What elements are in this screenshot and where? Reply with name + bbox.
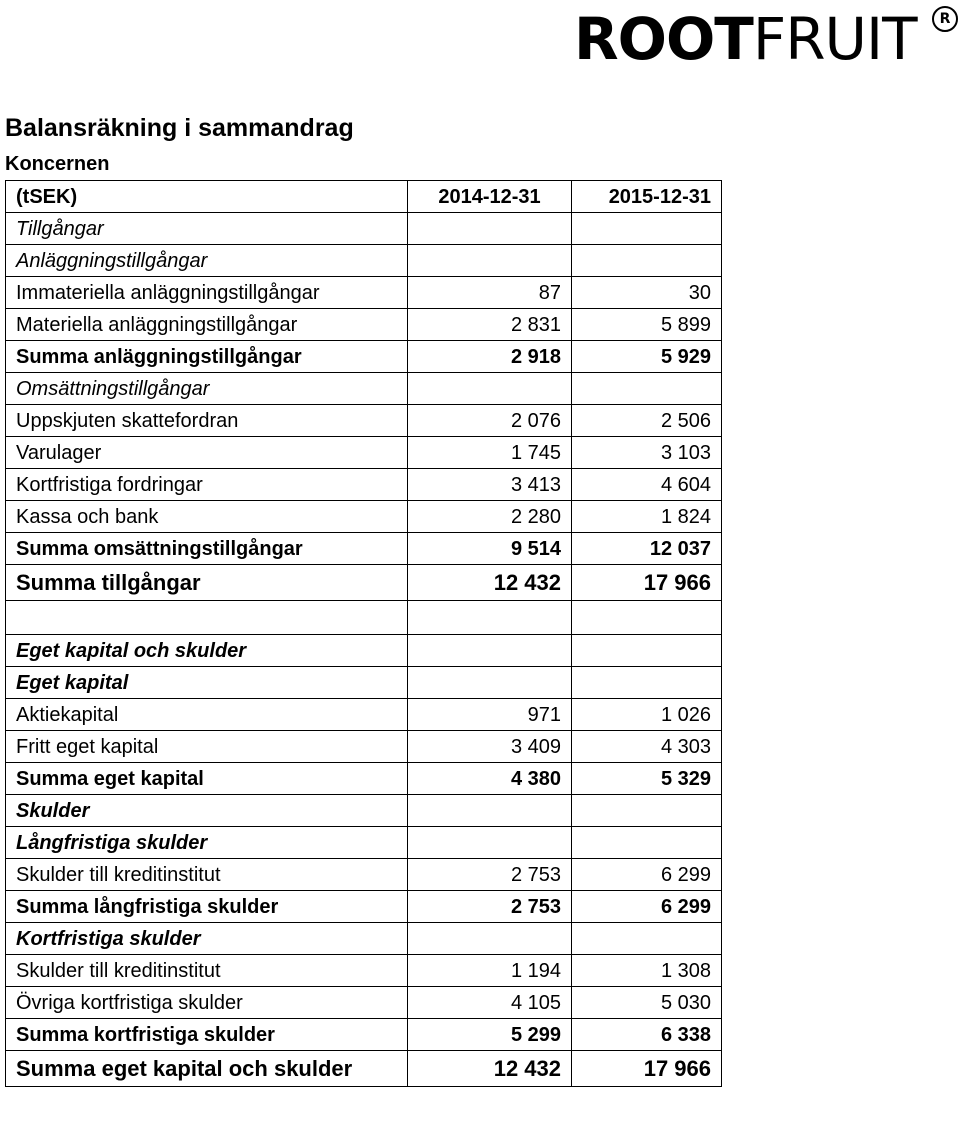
table-row (6, 341, 722, 373)
table-row (6, 533, 722, 565)
row-value-2014: 1 745 (408, 437, 572, 469)
row-label: Summa eget kapital (6, 763, 408, 795)
row-value-2015 (572, 373, 722, 405)
row-value-2015: 6 338 (572, 1019, 722, 1051)
row-value-2015 (572, 827, 722, 859)
logo-text-fruit: FRUIT (752, 5, 917, 73)
table-row (6, 437, 722, 469)
table-row (6, 213, 722, 245)
table-row (6, 277, 722, 309)
row-value-2014 (408, 667, 572, 699)
row-value-2014 (408, 373, 572, 405)
table-row (6, 373, 722, 405)
table-row (6, 795, 722, 827)
row-value-2015: 6 299 (572, 859, 722, 891)
table-row (6, 245, 722, 277)
row-value-2014 (408, 635, 572, 667)
table-row (6, 667, 722, 699)
row-value-2015 (572, 213, 722, 245)
row-value-2014: 3 413 (408, 469, 572, 501)
table-row (6, 827, 722, 859)
row-value-2015 (572, 795, 722, 827)
balance-sheet-table (5, 180, 722, 1087)
row-value-2015: 2 506 (572, 405, 722, 437)
row-value-2015: 12 037 (572, 533, 722, 565)
row-label: Summa tillgångar (6, 565, 408, 601)
row-label: Summa omsättningstillgångar (6, 533, 408, 565)
row-value-2015: 1 026 (572, 699, 722, 731)
table-row (6, 955, 722, 987)
document-title: Balansräkning i sammandrag (5, 114, 354, 142)
row-label: Övriga kortfristiga skulder (6, 987, 408, 1019)
row-value-2014: 9 514 (408, 533, 572, 565)
row-value-2014: 87 (408, 277, 572, 309)
table-row (6, 923, 722, 955)
row-value-2014: 2 753 (408, 859, 572, 891)
row-label: Tillgångar (6, 213, 408, 245)
table-header-row (6, 181, 722, 213)
row-value-2014 (408, 213, 572, 245)
row-value-2015: 5 929 (572, 341, 722, 373)
row-label: Eget kapital (6, 667, 408, 699)
rootfruit-logo (574, 4, 960, 74)
table-row (6, 405, 722, 437)
row-value-2015 (572, 601, 722, 635)
row-label: Långfristiga skulder (6, 827, 408, 859)
row-value-2014: 971 (408, 699, 572, 731)
row-value-2014 (408, 601, 572, 635)
logo-text-root: ROOT (574, 5, 753, 73)
table-row (6, 763, 722, 795)
row-label: Skulder (6, 795, 408, 827)
row-label: Anläggningstillgångar (6, 245, 408, 277)
header-col-2014: 2014-12-31 (408, 181, 572, 213)
document-subtitle: Koncernen (5, 153, 110, 175)
table-row (6, 1051, 722, 1087)
row-value-2014: 2 280 (408, 501, 572, 533)
header-col-2015: 2015-12-31 (572, 181, 722, 213)
row-label: Immateriella anläggningstillgångar (6, 277, 408, 309)
row-value-2015: 4 604 (572, 469, 722, 501)
table-row (6, 565, 722, 601)
table-row (6, 731, 722, 763)
row-value-2015: 17 966 (572, 565, 722, 601)
row-label: Summa anläggningstillgångar (6, 341, 408, 373)
table-row (6, 601, 722, 635)
row-value-2014: 2 831 (408, 309, 572, 341)
row-label: Aktiekapital (6, 699, 408, 731)
table-row (6, 891, 722, 923)
row-value-2015: 17 966 (572, 1051, 722, 1087)
row-label: Fritt eget kapital (6, 731, 408, 763)
row-label: Summa långfristiga skulder (6, 891, 408, 923)
row-value-2015: 30 (572, 277, 722, 309)
row-label: Kortfristiga fordringar (6, 469, 408, 501)
row-label: Materiella anläggningstillgångar (6, 309, 408, 341)
row-value-2014: 2 753 (408, 891, 572, 923)
row-value-2014: 12 432 (408, 565, 572, 601)
row-label: Varulager (6, 437, 408, 469)
row-value-2014: 4 105 (408, 987, 572, 1019)
table-row (6, 859, 722, 891)
row-label: Skulder till kreditinstitut (6, 955, 408, 987)
row-label: Kassa och bank (6, 501, 408, 533)
row-value-2014: 1 194 (408, 955, 572, 987)
row-value-2015 (572, 635, 722, 667)
row-label (6, 601, 408, 635)
row-value-2015 (572, 245, 722, 277)
row-label: Summa eget kapital och skulder (6, 1051, 408, 1087)
row-value-2015: 3 103 (572, 437, 722, 469)
row-value-2014: 2 918 (408, 341, 572, 373)
table-row (6, 635, 722, 667)
row-value-2014 (408, 245, 572, 277)
table-row (6, 1019, 722, 1051)
row-value-2014: 5 299 (408, 1019, 572, 1051)
row-label: Uppskjuten skattefordran (6, 405, 408, 437)
row-label: Eget kapital och skulder (6, 635, 408, 667)
row-value-2015: 4 303 (572, 731, 722, 763)
row-value-2014 (408, 827, 572, 859)
row-value-2015: 5 899 (572, 309, 722, 341)
table-row (6, 309, 722, 341)
row-value-2014: 4 380 (408, 763, 572, 795)
row-value-2015 (572, 923, 722, 955)
table-row (6, 501, 722, 533)
row-value-2014 (408, 795, 572, 827)
row-label: Skulder till kreditinstitut (6, 859, 408, 891)
row-value-2014: 3 409 (408, 731, 572, 763)
row-value-2015 (572, 667, 722, 699)
header-unit-label: (tSEK) (6, 181, 408, 213)
table-row (6, 987, 722, 1019)
row-value-2014 (408, 923, 572, 955)
table-row (6, 699, 722, 731)
row-value-2015: 5 030 (572, 987, 722, 1019)
row-value-2014: 12 432 (408, 1051, 572, 1087)
row-label: Omsättningstillgångar (6, 373, 408, 405)
row-value-2015: 1 824 (572, 501, 722, 533)
row-label: Summa kortfristiga skulder (6, 1019, 408, 1051)
row-value-2015: 5 329 (572, 763, 722, 795)
row-value-2015: 1 308 (572, 955, 722, 987)
row-value-2015: 6 299 (572, 891, 722, 923)
registered-trademark-icon: R (932, 6, 958, 32)
row-label: Kortfristiga skulder (6, 923, 408, 955)
table-row (6, 469, 722, 501)
row-value-2014: 2 076 (408, 405, 572, 437)
